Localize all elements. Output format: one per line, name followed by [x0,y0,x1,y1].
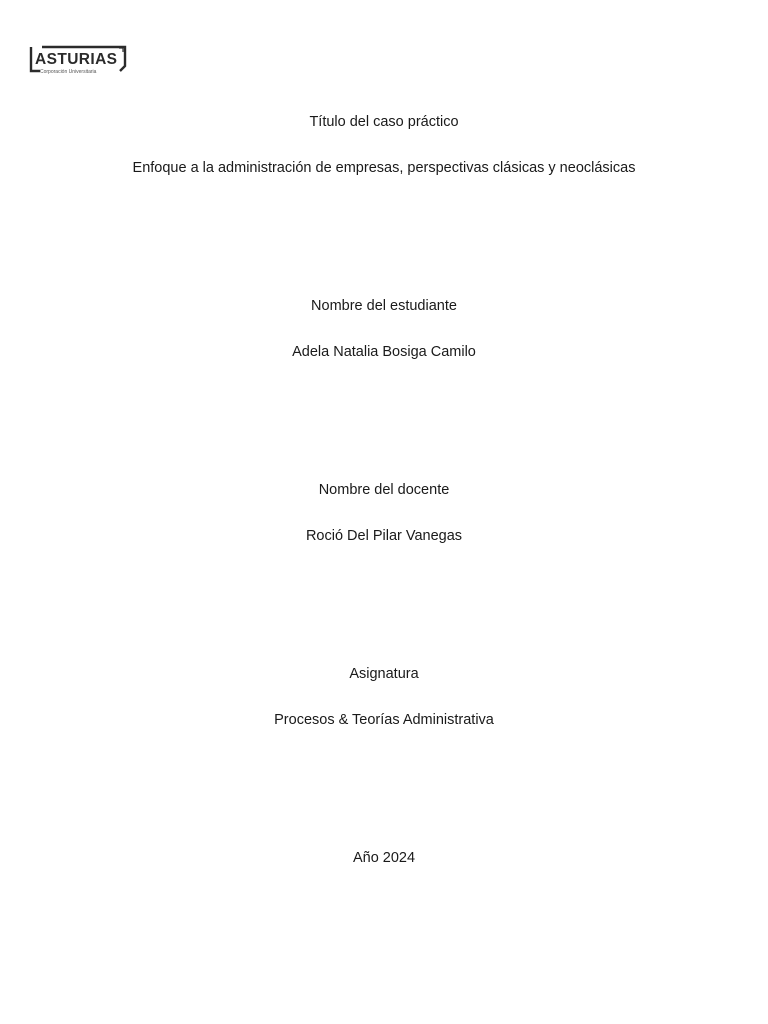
student-label: Nombre del estudiante [311,298,457,314]
logo-wordmark: ASTURIAS [35,51,118,68]
teacher-name: Roció Del Pilar Vanegas [305,528,463,544]
title-value: Enfoque a la administración de empresas, perspectivas clásicas y neoclásicas [132,160,636,176]
student-name: Adela Natalia Bosiga Camilo [292,344,476,360]
year-text: Año 2024 [352,850,416,866]
teacher-label: Nombre del docente [318,482,450,498]
subject-label: Asignatura [349,666,419,682]
subject-name: Procesos & Teorías Administrativa [274,712,494,728]
institution-logo [28,42,130,90]
title-label: Título del caso práctico [309,114,459,130]
logo-subtitle: Corporación Universitaria [40,69,97,75]
